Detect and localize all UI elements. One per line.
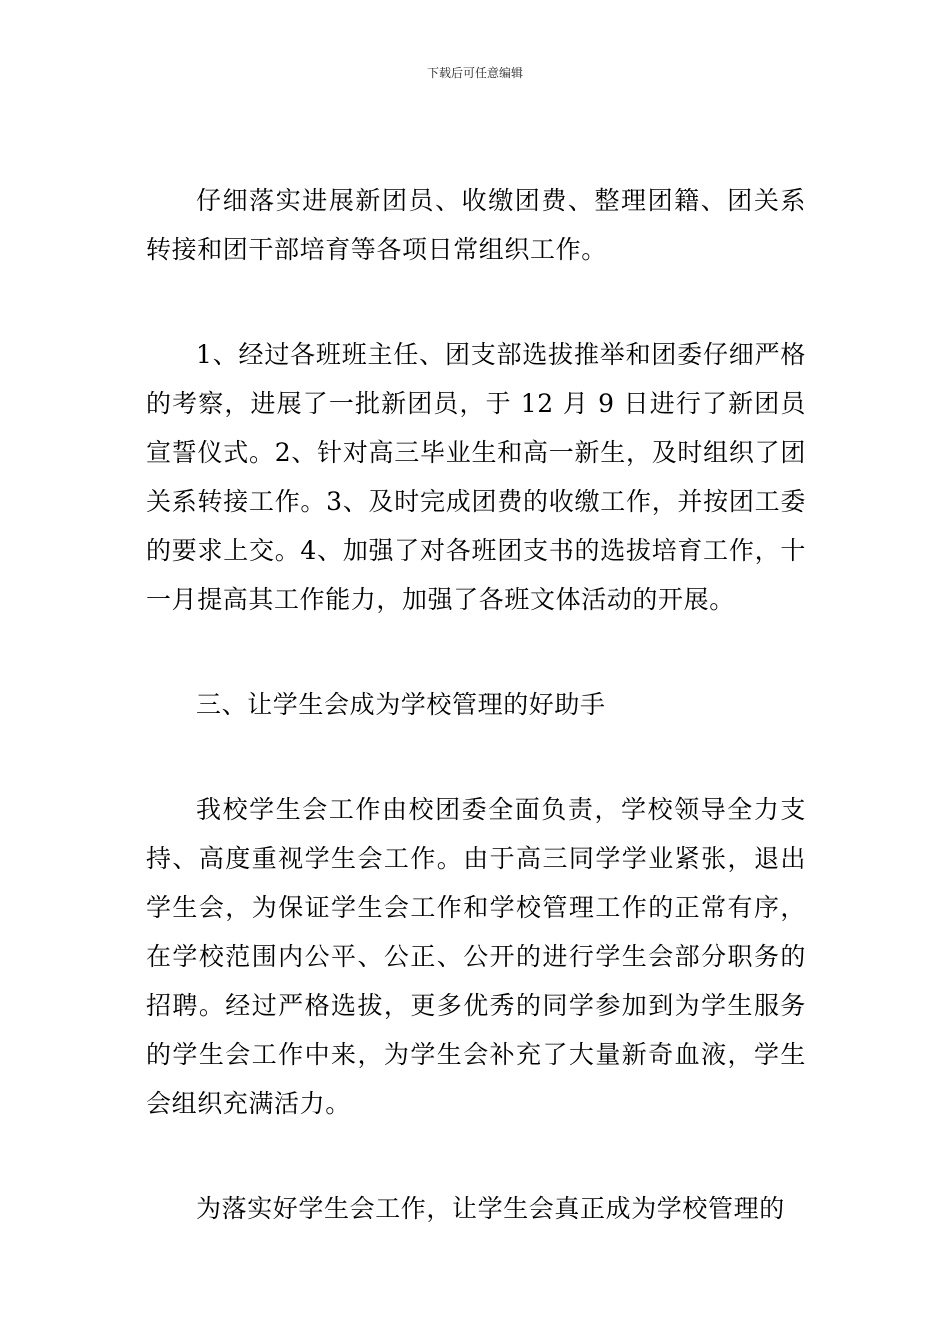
section-heading-student-union: 三、让学生会成为学校管理的好助手	[196, 690, 606, 719]
paragraph-spacer	[146, 1128, 806, 1184]
page-header: 下载后可任意编辑	[426, 66, 523, 80]
paragraph-student-union-work: 我校学生会工作由校团委全面负责，学校领导全力支持、高度重视学生会工作。由于高三同学学业紧张，退出学生会，为保证学生会工作和学校管理工作的正常有序，在学校范围内公平、公正、公开的进行学生会部分职务的招聘。经过严格选拔，更多优秀的同学参加到为学生服务的学生会工作中来，为学生会补充了大量新奇血液，学生会组织充满活力。	[146, 795, 806, 1118]
paragraph-organization-work: 仔细落实进展新团员、收缴团费、整理团籍、团关系转接和团干部培育等各项日常组织工作。	[146, 186, 806, 264]
paragraph-spacer	[146, 729, 806, 785]
paragraph-numbered-items: 1、经过各班班主任、团支部选拔推举和团委仔细严格的考察，进展了一批新团员，于 12 月 9 日进行了新团员宣誓仪式。2、针对高三毕业生和高一新生，及时组织了团关系转接工作。3、及时完成团费的收缴工作，并按团工委的要求上交。4、加强了对各班团支书的选拔培育工作，十一月提高其工作能力，加强了各班文体活动的开展。	[146, 340, 806, 614]
paragraph-spacer	[146, 624, 806, 680]
paragraph-spacer	[146, 274, 806, 330]
document-body	[146, 176, 806, 1233]
paragraph-student-union-continued: 为落实好学生会工作，让学生会真正成为学校管理的	[196, 1194, 785, 1223]
